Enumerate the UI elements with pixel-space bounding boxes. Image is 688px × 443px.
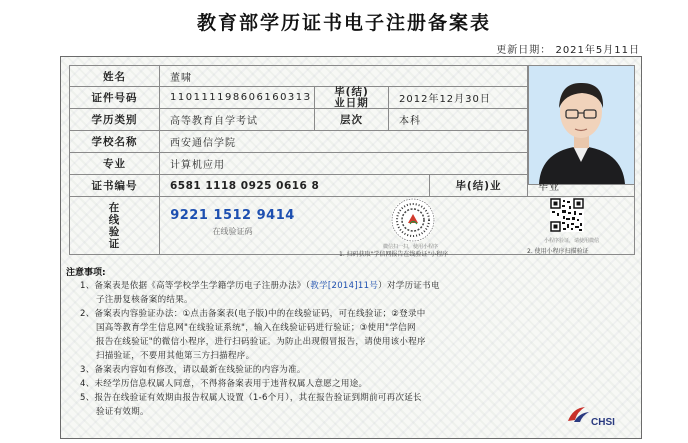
note-1-cont: 子注册复核备案的结果。 [96, 295, 193, 305]
qr-code-icon [550, 198, 584, 232]
verify-step-1: 1. 扫码获取"学信网报告在线验证"小程序 [339, 251, 449, 258]
level-value: 本科 [389, 109, 528, 131]
note-4: 4、未经学历信息权属人同意，不得将备案表用于违背权属人意愿之用途。 [80, 379, 368, 389]
cert-id-label: 证件号码 [69, 87, 160, 109]
qr-hint: 小程序验证，请使用微信 [544, 238, 600, 244]
note-1-tail: ）对学历证书电 [378, 281, 440, 291]
grad-date-value: 2012年12月30日 [389, 87, 528, 109]
portrait-image [529, 66, 634, 184]
student-photo [528, 65, 635, 185]
update-date: 更新日期： 2021年5月11日 [496, 45, 640, 56]
note-1-text: 1、备案表是依据《高等学校学生学籍学历电子注册办法》（ [80, 281, 311, 291]
registration-form [60, 56, 642, 439]
verify-step-2: 2. 使用小程序扫描验证 [527, 248, 589, 255]
notes-title: 注意事项: [66, 268, 106, 278]
regulation-link[interactable]: 教学[2014]11号 [310, 281, 379, 291]
grad-status-value: 毕业 [528, 175, 635, 197]
verify-char-4: 证 [108, 237, 121, 250]
level-label: 层次 [315, 109, 389, 131]
mini-program-hint: 微信扫一扫，使用小程序 [383, 244, 439, 250]
school-label: 学校名称 [69, 131, 160, 153]
chsi-logo-icon [565, 404, 591, 426]
cert-id-value: 11011119860616031З [160, 87, 315, 109]
cert-no-label: 证书编号 [69, 175, 160, 197]
major-label: 专业 [69, 153, 160, 175]
online-verify-label [69, 197, 160, 255]
note-2-cont-2: 报告在线验证"的微信小程序，进行扫码验证。为防止出现假冒报告，请使用该小程序 [96, 337, 426, 347]
name-label: 姓名 [69, 65, 160, 87]
note-3: 3、备案表内容如有修改，请以最新在线验证的内容为准。 [80, 365, 306, 375]
cert-no-value: 6581 1118 0925 0616 8 [160, 175, 430, 197]
name-value: 董啸 [160, 65, 528, 87]
major-value: 计算机应用 [160, 153, 528, 175]
mini-program-code-icon [391, 198, 435, 242]
school-value: 西安通信学院 [160, 131, 528, 153]
page-title: 教育部学历证书电子注册备案表 [196, 12, 491, 34]
verify-char-2: 线 [108, 213, 121, 226]
note-5: 5、报告在线验证有效期由报告权属人设置（1-6个月），其在报告验证到期前可再次延长 [80, 393, 422, 403]
chsi-logo-text: CHSI [591, 417, 615, 428]
verify-code-caption: 在线验证码 [212, 227, 253, 236]
qr-code[interactable] [550, 198, 584, 232]
note-1 [80, 279, 440, 291]
verify-char-1: 在 [108, 201, 121, 214]
note-2-cont-3: 扫描验证，不要用其他第三方扫描程序。 [96, 351, 255, 361]
grad-status-label: 毕(结)业 [430, 175, 528, 197]
note-2: 2、备案表内容验证办法：①点击备案表(电子版)中的在线验证码，可在线验证；②登录中 [80, 309, 426, 319]
verify-char-3: 验 [108, 225, 121, 238]
note-2-cont-1: 国高等教育学生信息网"在线验证系统"，输入在线验证码进行验证；③使用"学信网 [96, 323, 416, 333]
study-type-value: 高等教育自学考试 [160, 109, 315, 131]
study-type-label: 学历类别 [69, 109, 160, 131]
mini-program-code[interactable] [391, 198, 435, 242]
note-5-cont: 验证有效期。 [96, 407, 149, 417]
verify-code-link[interactable]: 9221 1512 9414 [170, 208, 295, 223]
grad-date-label: 毕(结)业日期 [315, 87, 389, 109]
